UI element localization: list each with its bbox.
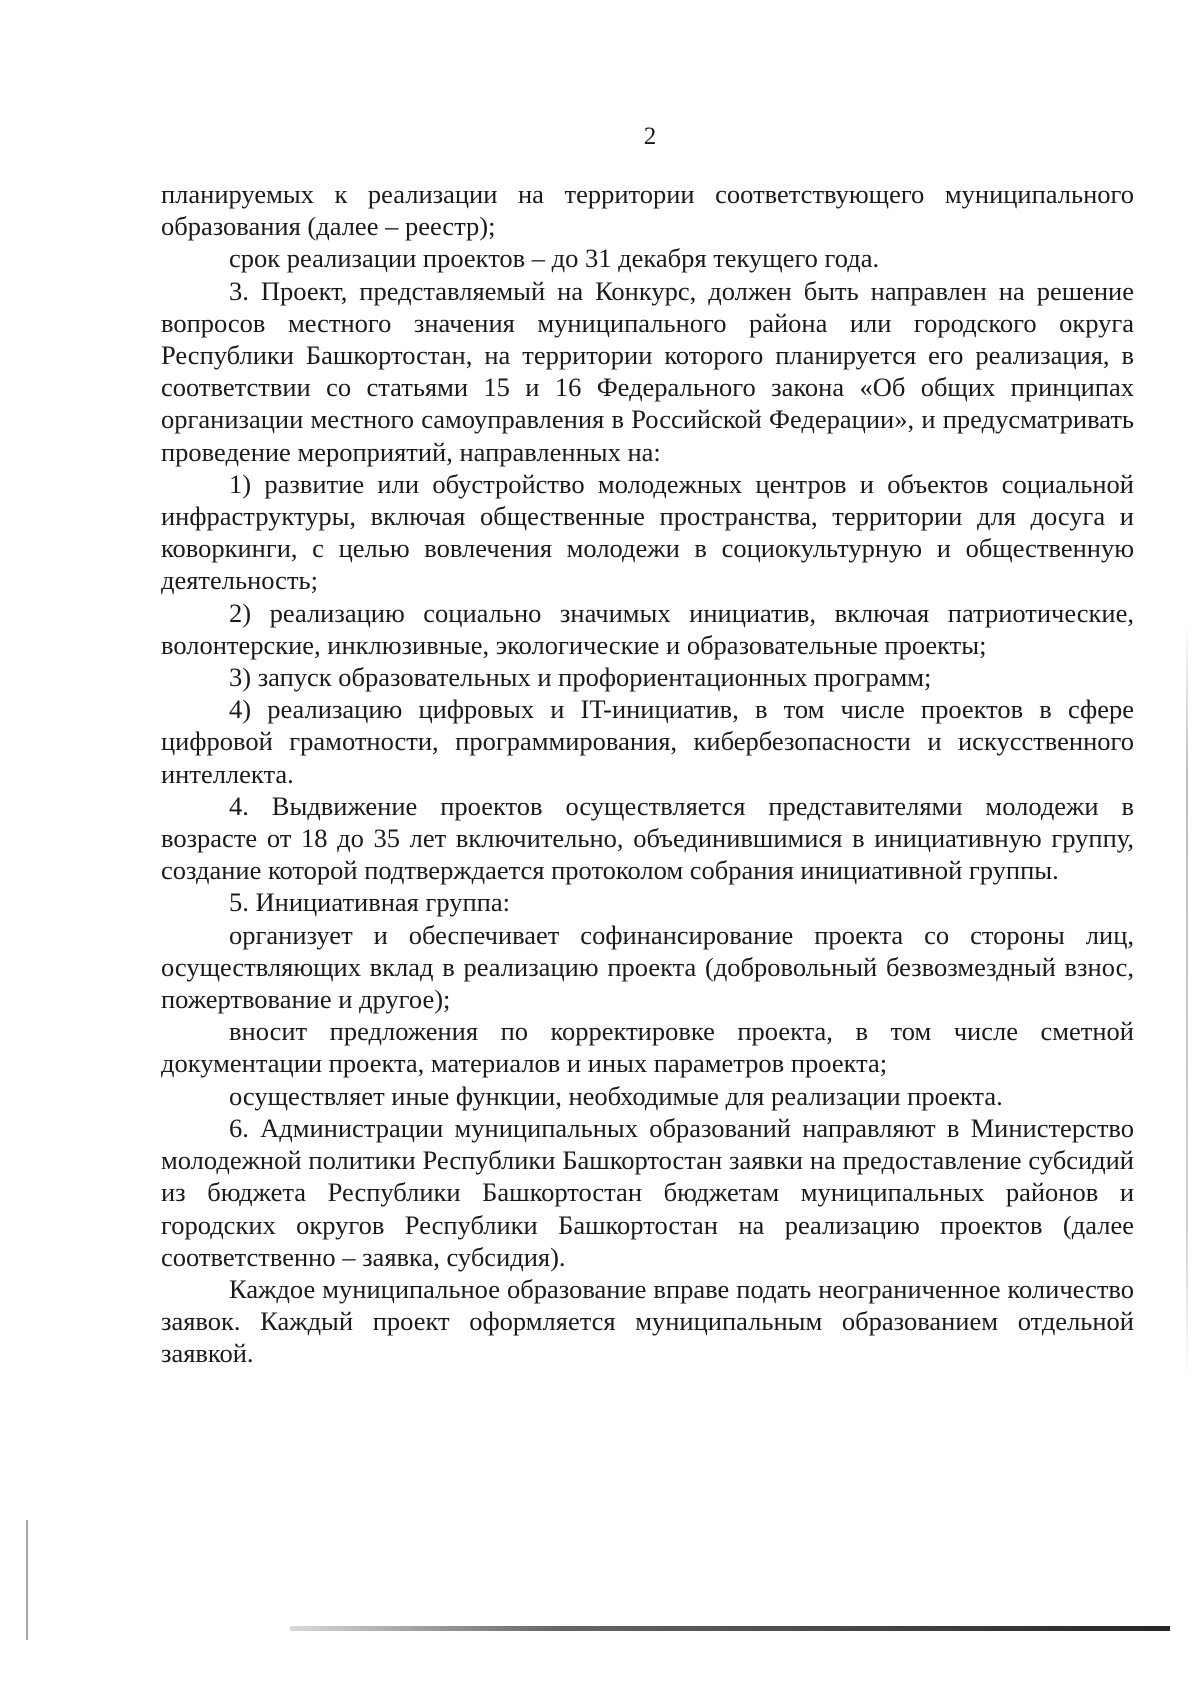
paragraph-item-3-project-requirements: 3. Проект, представляемый на Конкурс, должен быть направлен на решение вопросов местного значения муниципального района или городского округа Республики Башкортостан, на территории которого планируется его реализация, в соответствии со статьями 15 и 16 Федерального закона «Об общих принципах организации местного самоуправления в Российской Федерации», и предусматривать проведение мероприятий, направленных на: [161,275,1134,467]
paragraph-item-6-applications: 6. Администрации муниципальных образований направляют в Министерство молодежной политики Республики Башкортостан заявки на предоставление субсидий из бюджета Республики Башкортостан бюджетам муниципальных районов и городских округов Республики Башкортостан на реализацию проектов (далее соответственно – заявка, субсидия). [161,1112,1134,1272]
paragraph-cofinancing: организует и обеспечивает софинансирование проекта со стороны лиц, осуществляющих вклад в реализацию проекта (добровольный безвозмездный взнос, пожертвование и другое); [161,919,1134,1015]
paragraph-item-5-initiative-group: 5. Инициативная группа: [229,887,510,918]
document-body [161,178,1134,1370]
paragraph-subitem-3-educational-programs: 3) запуск образовательных и профориентационных программ; [229,662,932,693]
page-number: 2 [643,123,657,150]
paragraph-implementation-deadline: срок реализации проектов – до 31 декабря текущего года. [229,243,880,274]
paragraph-subitem-1-youth-centers: 1) развитие или обустройство молодежных центров и объектов социальной инфраструктуры, включая общественные пространства, территории для досуга и коворкинги, с целью вовлечения молодежи в социокультурную и общественную деятельность; [161,468,1134,596]
paragraph-subitem-4-it-initiatives: 4) реализацию цифровых и IT-инициатив, в том числе проектов в сфере цифровой грамотности, программирования, кибербезопасности и искусственного интеллекта. [161,694,1134,789]
scan-right-edge-artifact [1186,620,1188,1380]
paragraph-subitem-2-social-initiatives: 2) реализацию социально значимых инициатив, включая патриотические, волонтерские, инклюзивные, экологические и образовательные проекты; [161,597,1134,660]
scan-left-edge-artifact [26,1520,28,1640]
scan-bottom-edge-artifact [290,1626,1170,1631]
paragraph-unlimited-applications: Каждое муниципальное образование вправе подать неограниченное количество заявок. Каждый проект оформляется муниципальным образованием отдельной заявкой. [161,1273,1134,1369]
paragraph-other-functions: осуществляет иные функции, необходимые для реализации проекта. [229,1080,1003,1111]
paragraph-item-4-nomination: 4. Выдвижение проектов осуществляется представителями молодежи в возрасте от 18 до 35 лет включительно, объединившимися в инициативную группу, создание которой подтверждается протоколом собрания инициативной группы. [161,790,1134,886]
paragraph-registry-continuation: планируемых к реализации на территории соответствующего муниципального образования (далее – реестр); [161,179,1134,242]
paragraph-adjustment-proposals: вносит предложения по корректировке проекта, в том числе сметной документации проекта, материалов и иных параметров проекта; [161,1016,1134,1079]
